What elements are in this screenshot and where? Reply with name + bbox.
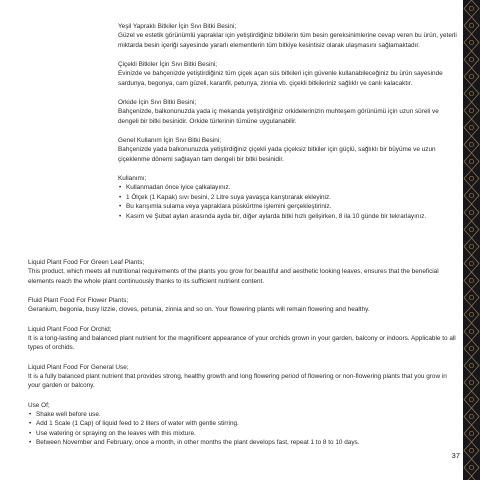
section-title: Orkide İçin Sıvı Bitki Besini; [118, 99, 197, 107]
tr-section-flower [118, 60, 458, 88]
bullet-icon: • [119, 212, 122, 220]
section-body: Geranium, begonia, busy lizzie, cloves, petunia, zinnia and so on. Your flowering plants will remain flowering and healthy. [28, 306, 370, 314]
section-title: Yeşil Yapraklı Bitkiler İçin Sıvı Bitki Besini; [118, 23, 237, 30]
section-title: Liquid Plant Food For Orchid; [28, 325, 112, 333]
bullet-icon: • [29, 429, 32, 437]
list-item-text: Between November and February, once a month, in other months the plant develops fast, repeat 1 to 8 to 10 days. [36, 439, 360, 447]
bullet-icon: • [29, 420, 32, 428]
list-item [28, 419, 458, 428]
list-item-text: 1 Ölçek (1 Kapak) sıvı besini, 2 Litre suya yavaşça karıştırarak ekleyiniz. [126, 193, 331, 201]
bullet-icon: • [119, 203, 122, 211]
list-item-text: Kullanmadan önce iyice çalkalayınız. [126, 184, 231, 192]
list-item-text: Kasım ve Şubat ayları arasında ayda bir, diğer aylarda bitki hızlı gelişirken, 8 ila 10 günde bir tekrarlayınız. [126, 212, 427, 220]
list-item [118, 183, 458, 192]
bullet-icon: • [119, 193, 122, 201]
list-item [28, 438, 458, 447]
section-title: Fluid Plant Food For Flower Plants; [28, 297, 129, 305]
en-usage [28, 401, 458, 448]
page-number: 37 [451, 451, 460, 460]
bullet-icon: • [29, 439, 32, 447]
list-item-text: Use watering or spraying on the leaves with this mixture. [36, 429, 196, 437]
list-item [118, 212, 458, 221]
tr-section-orchid [118, 98, 458, 126]
tr-section-general [118, 136, 458, 164]
section-body: Güzel ve estetik görünümlü yapraklar için yetiştirdiğiniz bitkilerin tüm besin gereksinimlerine cevap veren bu ürün, yeterli miktarda besin içeriği sayesinde yararlı elementlerin tüm bitkiye kesintisiz olarak ulaşmasını sağlamaktadır. [118, 32, 457, 49]
list-item-text: Shake well before use. [36, 411, 101, 419]
section-body: It is a fully balanced plant nutrient that provides strong, healthy growth and long flowering period of flowering or non-flowering plants that you grow in your garden or balcony. [28, 373, 447, 390]
section-body: This product, which meets all nutritional requirements of the plants you grow for beautiful and aesthetic looking leaves, ensures that the beneficial elements reach the whole plant continuously thanks to its sufficient nutrient content. [28, 268, 439, 285]
usage-title: Use Of; [28, 401, 50, 409]
usage-list [28, 410, 458, 447]
section-title: Liquid Plant Food For Green Leaf Plants; [28, 259, 145, 266]
section-body: Bahçenizde yada balkonunuzda yetiştirdiğiniz çiçekli yada çiçeksiz bitkiler için güçlü, sağlıklı bir büyüme ve uzun çiçeklenme dönemi sağlayan tam dengeli bir bitki besinidir. [118, 146, 436, 163]
en-section-green-leaf [28, 258, 458, 286]
en-section-flower [28, 296, 458, 315]
list-item [118, 193, 458, 202]
ornamental-pattern [463, 0, 480, 480]
section-title: Genel Kullanım İçin Sıvı Bitki Besini; [118, 137, 222, 145]
en-section-general [28, 363, 458, 391]
turkish-content [118, 22, 458, 231]
bullet-icon: • [119, 184, 122, 192]
english-content [28, 258, 458, 458]
tr-usage [118, 174, 458, 221]
bullet-icon: • [29, 411, 32, 419]
list-item-text: Add 1 Scale (1 Cap) of liquid feed to 2 liters of water with gentle stirring. [36, 420, 239, 428]
section-title: Liquid Plant Food For General Use; [28, 363, 129, 371]
list-item [28, 429, 458, 438]
list-item [118, 202, 458, 211]
list-item-text: Bu karışımla sulama veya yapraklara püskürtme işlemini gerçekleştiriniz. [126, 203, 332, 211]
en-section-orchid [28, 325, 458, 353]
section-body: It is a long-lasting and balanced plant nutrient for the magnificent appearance of your orchids grown in your garden, balcony or indoors. Applicable to all types of orchids. [28, 335, 456, 352]
section-body: Evinizde ve bahçenizde yetiştirdiğiniz tüm çiçek açan süs bitkileri için güvenle kullanabileceğiniz bu ürün sayesinde sardunya, begonya, cam güzeli, karanfil, petunya, zinnia vb. çiçekli bitkileriniz sağlıklı ve canlı kalacaktır. [118, 70, 443, 87]
section-body: Bahçenizde, balkonunuzda yada iç mekanda yetiştirdiğiniz orkidelerinizin muhteşem görünümü için uzun süreli ve dengeli bir bitki besinidir. Orkide türlerinin tümüne uygulanabilir. [118, 108, 439, 125]
usage-title: Kullanımı; [118, 175, 147, 183]
list-item [28, 410, 458, 419]
usage-list [118, 183, 458, 220]
section-title: Çiçekli Bitkiler İçin Sıvı Bitki Besini; [118, 61, 218, 69]
tr-section-green-leaf [118, 22, 458, 50]
